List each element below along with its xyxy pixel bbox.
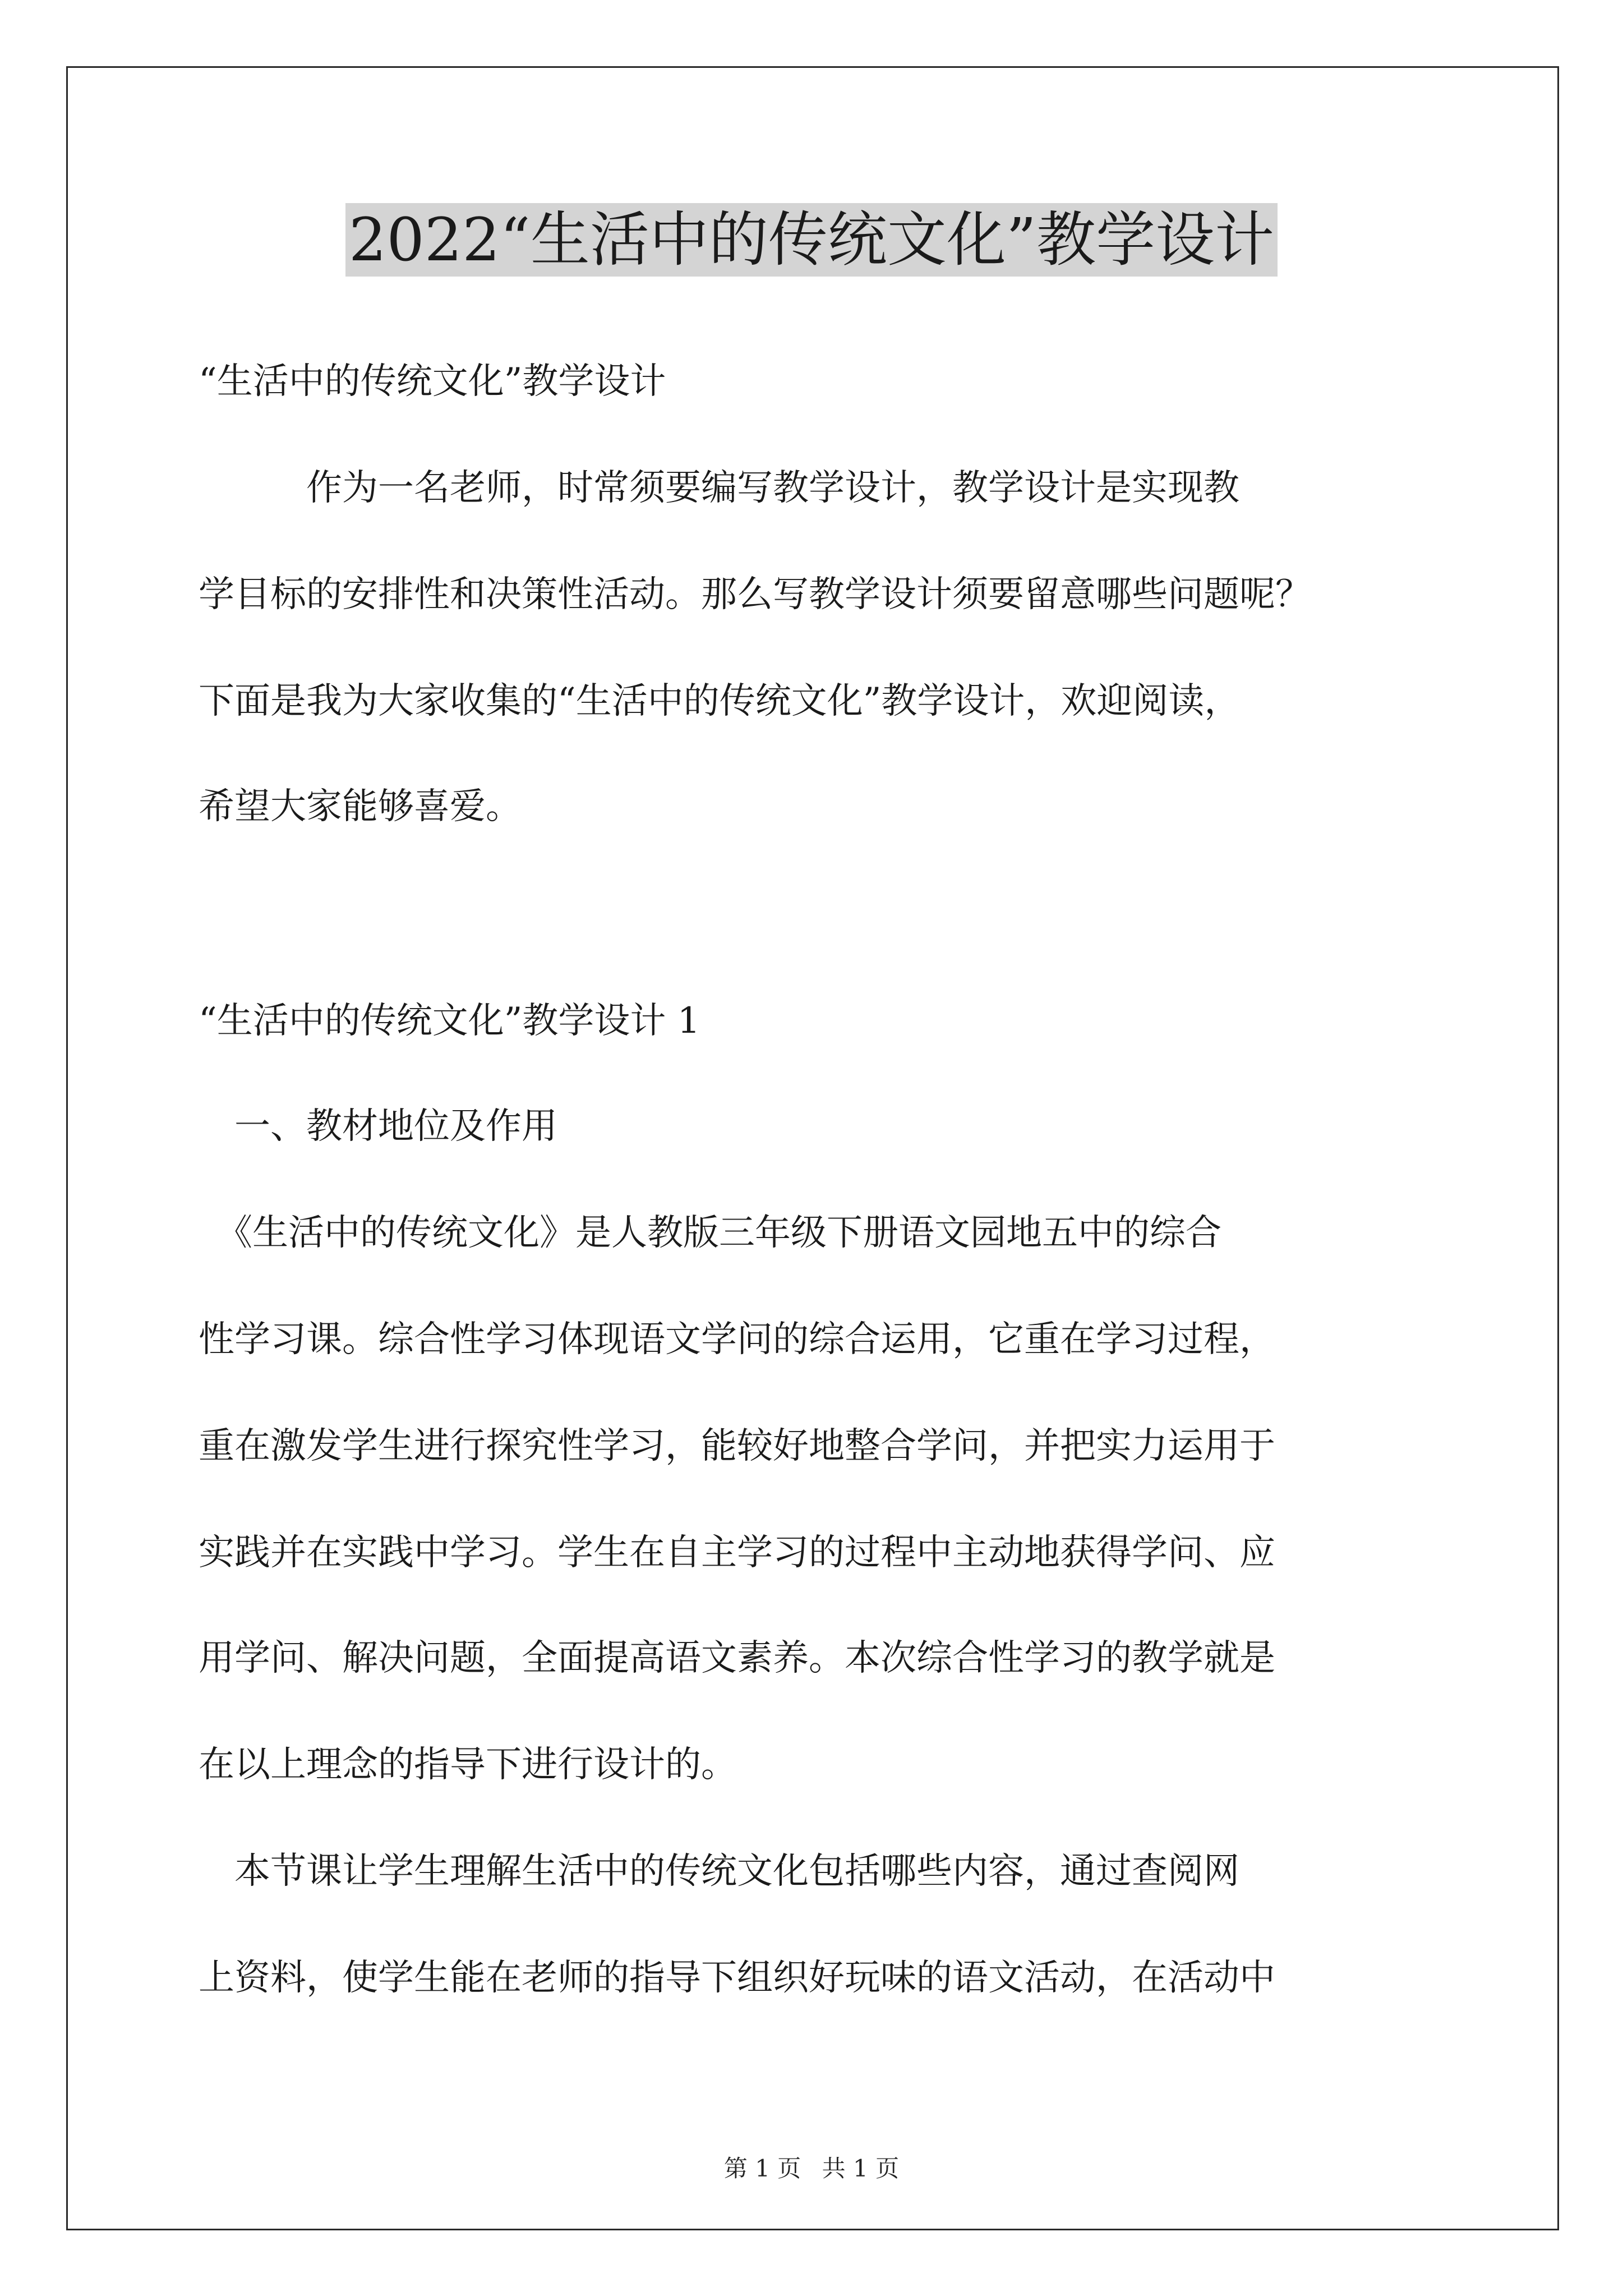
intro-line-1: 作为一名老师，时常须要编写教学设计，教学设计是实现教 bbox=[199, 467, 1239, 509]
body-line-2: 性学习课。综合性学习体现语文学问的综合运用，它重在学习过程， bbox=[199, 1319, 1275, 1360]
body-line-1: 《生活中的传统文化》是人教版三年级下册语文园地五中的综合 bbox=[199, 1212, 1221, 1254]
subsection-heading: 一、教材地位及作用 bbox=[199, 1106, 557, 1147]
body-line-3: 重在激发学生进行探究性学习，能较好地整合学问，并把实力运用于 bbox=[199, 1425, 1275, 1467]
intro-line-2: 学目标的安排性和决策性活动。那么写教学设计须要留意哪些问题呢？ bbox=[199, 574, 1311, 615]
document-title: 2022“生活中的传统文化”教学设计 bbox=[0, 201, 1623, 279]
body-line-4: 实践并在实践中学习。学生在自主学习的过程中主动地获得学问、应 bbox=[199, 1532, 1275, 1573]
body-line-7: 本节课让学生理解生活中的传统文化包括哪些内容，通过查阅网 bbox=[199, 1851, 1239, 1892]
page-total: 共 1 页 bbox=[822, 2155, 900, 2182]
subtitle-line: “生活中的传统文化”教学设计 bbox=[199, 361, 666, 402]
body-line-5: 用学问、解决问题，全面提高语文素养。本次综合性学习的教学就是 bbox=[199, 1637, 1275, 1679]
section-heading: “生活中的传统文化”教学设计 1 bbox=[199, 1000, 700, 1042]
body-line-8: 上资料，使学生能在老师的指导下组织好玩味的语文活动，在活动中 bbox=[199, 1957, 1275, 1999]
body-line-6: 在以上理念的指导下进行设计的。 bbox=[199, 1744, 737, 1786]
intro-line-4: 希望大家能够喜爱。 bbox=[199, 786, 522, 827]
page-footer bbox=[0, 2153, 1623, 2184]
page-number: 第 1 页 bbox=[723, 2155, 801, 2182]
intro-line-3: 下面是我为大家收集的“生活中的传统文化”教学设计，欢迎阅读， bbox=[199, 680, 1241, 722]
